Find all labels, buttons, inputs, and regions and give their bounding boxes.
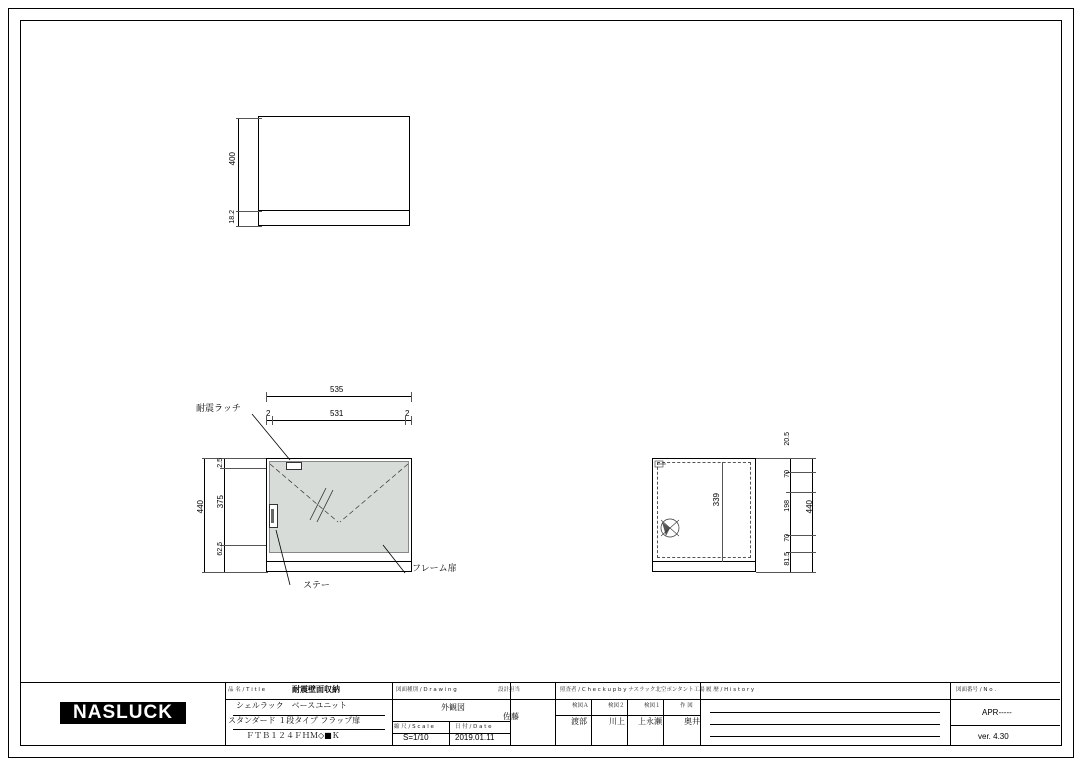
- side-dim-ext-5: [756, 572, 816, 573]
- front-dim-label-535: 535: [330, 385, 344, 394]
- top-dim-line-400: [238, 118, 239, 212]
- tb-check-col-label-3: 作 図: [680, 703, 693, 709]
- tb-history-rule-3: [710, 736, 940, 737]
- front-dim-tick-535-l: [266, 392, 267, 402]
- company-logo: [60, 702, 186, 724]
- tb-title-line1: 耐震壁面収納: [292, 685, 340, 694]
- tb-drawing-rule-1: [392, 699, 510, 700]
- tb-check-name-2: 上永瀬: [638, 717, 662, 726]
- tb-check-col-3: [663, 699, 664, 745]
- side-dim-label-81-5: 81.5: [784, 552, 791, 566]
- front-dim-label-531: 531: [330, 409, 344, 418]
- sheet-border-inner: [20, 20, 1062, 746]
- tb-title-line4: ＦＴＢ１２４ＦＨＭ◇■Ｋ: [246, 731, 340, 740]
- tb-check-rule-1: [510, 699, 700, 700]
- tb-designer-value: 佐藤: [503, 712, 519, 721]
- side-view-stay-detail: [652, 458, 756, 572]
- tb-sep-1: [225, 683, 226, 745]
- front-dim-label-2-5: 2.5: [217, 458, 224, 468]
- side-dim-label-20-5: 20.5: [784, 432, 791, 446]
- tb-drawing-value: 外観図: [441, 703, 465, 712]
- top-dim-ext-bottom: [236, 226, 262, 227]
- side-dim-label-440: 440: [805, 500, 814, 514]
- tb-title-line2: シェルラック ベースユニット: [236, 701, 347, 710]
- tb-number-value: APR-----: [982, 708, 1012, 717]
- top-view-base-line: [259, 210, 409, 211]
- front-dim-label-375: 375: [216, 495, 225, 509]
- side-dim-ext-0: [756, 458, 816, 459]
- logo-text: NASLUCK: [73, 702, 173, 723]
- front-dim-label-440: 440: [196, 500, 205, 514]
- top-view-drawing: [258, 116, 410, 226]
- tb-sep-6: [950, 683, 951, 745]
- front-dim-label-62-5: 62.5: [217, 542, 224, 556]
- tb-title-line3: スタンダード １段タイプ フラップ扉: [228, 716, 361, 725]
- top-dim-ext-mid: [236, 211, 262, 212]
- tb-history-rule-0: [700, 699, 950, 700]
- tb-history-rule-2: [710, 724, 940, 725]
- top-dim-line-18: [238, 212, 239, 226]
- callout-earthquake-latch: 耐震ラッチ: [196, 404, 241, 414]
- side-dim-label-198: 198: [784, 500, 791, 512]
- side-view-drawing: [652, 458, 756, 572]
- tb-title-label: 品 名 / T i t l e: [228, 687, 266, 693]
- tb-check-name-3: 奥井: [684, 717, 700, 726]
- top-dim-label-400: 400: [228, 152, 237, 166]
- tb-check-col-2: [627, 699, 628, 745]
- tb-check-col-label-0: 検図Ａ: [572, 703, 589, 709]
- side-dim-line-440: [812, 458, 813, 572]
- tb-history-rule-1: [710, 712, 940, 713]
- tb-check-name-0: 渡部: [571, 717, 587, 726]
- tb-check-col-label-2: 検図１: [644, 703, 661, 709]
- side-dim-label-70-bottom: 70: [784, 534, 791, 542]
- tb-title-rule-1: [225, 699, 392, 700]
- front-dim-line-535: [266, 396, 412, 397]
- tb-date-value: 2019.01.11: [455, 733, 495, 742]
- front-dim-tick-535-r: [411, 392, 412, 402]
- side-dim-line-339: [722, 462, 723, 562]
- callout-stay: ステー: [303, 581, 330, 591]
- tb-sep-4: [555, 683, 556, 745]
- front-view-callout-leaders: [190, 405, 490, 585]
- front-dim-label-left-gap: 2: [266, 409, 271, 418]
- tb-scale-value: S=1/10: [403, 733, 429, 742]
- tb-drawing-rule-2: [392, 721, 510, 722]
- tb-check-name-1: 川上: [609, 717, 625, 726]
- side-dim-ext-2: [786, 492, 816, 493]
- tb-number-rule-2: [950, 725, 1060, 726]
- tb-number-label: 図面番号 / N o .: [956, 687, 997, 693]
- side-dim-label-339: 339: [712, 493, 721, 507]
- side-dim-label-70-top: 70: [784, 470, 791, 478]
- top-dim-ext-top: [236, 118, 262, 119]
- tb-check-label: 照査者 / C h e c k u p b y ナスラック北空ポンタント工場: [560, 687, 705, 693]
- tb-designer-label: 設計担当: [498, 687, 521, 693]
- front-dim-label-right-gap: 2: [405, 409, 410, 418]
- tb-sep-2: [392, 683, 393, 745]
- tb-history-label: 履 歴 / H i s t o r y: [706, 687, 755, 693]
- tb-number-rule-1: [950, 699, 1060, 700]
- tb-version-value: ver. 4.30: [978, 732, 1009, 741]
- tb-check-col-1: [591, 699, 592, 745]
- tb-title-rule-3: [233, 729, 385, 730]
- tb-drawing-label: 図面種別 / D r a w i n g: [396, 687, 457, 693]
- top-dim-label-18: 18.2: [229, 210, 236, 224]
- tb-check-col-label-1: 検図２: [608, 703, 625, 709]
- tb-scale-label: 縮 尺 / S c a l e: [394, 724, 434, 730]
- callout-frame-door: フレーム扉: [412, 564, 457, 574]
- tb-date-label: 日 付 / D a t e: [455, 724, 492, 730]
